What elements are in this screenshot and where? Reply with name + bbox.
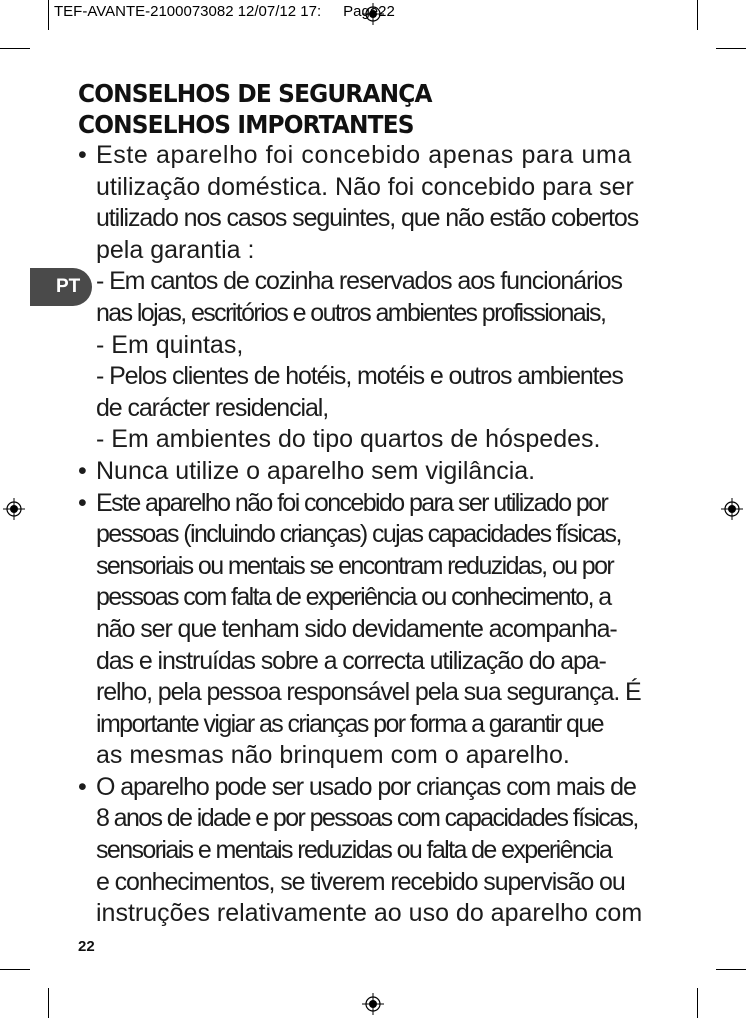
slug-text: TEF-AVANTE-2100073082 12/07/12 17:	[54, 3, 322, 20]
heading-important: CONSELHOS IMPORTANTES	[78, 110, 414, 139]
paragraph-2	[78, 456, 670, 488]
registration-mark-icon	[721, 498, 743, 520]
text-line: O aparelho pode ser usado por crianças com mais de	[96, 772, 636, 801]
bullet-icon: •	[78, 772, 87, 801]
text-line: importante vigiar as crianças por forma a garantir que	[96, 709, 603, 738]
paragraph-3	[78, 488, 670, 772]
slug-page: Page22	[343, 3, 395, 20]
crop-mark	[697, 988, 698, 1018]
bullet-icon: •	[78, 456, 87, 485]
text-line: de carácter residencial,	[96, 393, 329, 422]
heading-safety: CONSELHOS DE SEGURANÇA	[78, 79, 432, 108]
text-line: nas lojas, escritórios e outros ambientes profissionais,	[96, 298, 606, 327]
language-tab: PT	[30, 268, 92, 306]
text-line: pessoas com falta de experiência ou conhecimento, a	[96, 583, 611, 612]
crop-mark	[48, 988, 49, 1018]
text-line: pessoas (incluindo crianças) cujas capacidades físicas,	[96, 520, 621, 549]
bullet-icon: •	[78, 141, 87, 169]
text-line: sensoriais e mentais reduzidas ou falta de experiência	[96, 836, 612, 865]
bullet-icon: •	[78, 488, 87, 517]
crop-mark	[716, 48, 746, 49]
text-line: Este aparelho foi concebido apenas para uma	[96, 141, 632, 169]
crop-mark	[0, 48, 30, 49]
print-slug	[54, 3, 395, 20]
text-line: Nunca utilize o aparelho sem vigilância.	[96, 456, 536, 485]
text-line: instruções relativamente ao uso do aparelho com	[96, 899, 643, 928]
text-line: relho, pela pessoa responsável pela sua segurança. É	[96, 678, 641, 707]
crop-mark	[697, 0, 698, 30]
text-line: das e instruídas sobre a correcta utilização do apa-	[96, 646, 606, 675]
paragraph-4	[78, 772, 670, 930]
crop-mark	[716, 969, 746, 970]
text-line: 8 anos de idade e por pessoas com capacidades físicas,	[96, 804, 638, 833]
text-line: utilizado nos casos seguintes, que não estão cobertos	[96, 204, 639, 233]
page-number: 22	[78, 938, 95, 955]
text-line: - Pelos clientes de hotéis, motéis e outros ambientes	[96, 362, 623, 391]
text-line: Este aparelho não foi concebido para ser utilizado por	[96, 488, 608, 517]
text-line: sensoriais ou mentais se encontram reduzidas, ou por	[96, 551, 614, 580]
paragraph-1	[78, 140, 670, 456]
text-line: pela garantia :	[96, 235, 255, 264]
text-line: - Em ambientes do tipo quartos de hóspedes.	[96, 425, 601, 454]
text-line: não ser que tenham sido devidamente acompanha-	[96, 614, 617, 643]
registration-mark-icon	[3, 498, 25, 520]
document-body	[78, 78, 670, 930]
text-line: e conhecimentos, se tiverem recebido supervisão ou	[96, 867, 625, 896]
text-line: utilização doméstica. Não foi concebido para ser	[96, 172, 634, 201]
text-line: - Em quintas,	[96, 330, 244, 359]
text-line: as mesmas não brinquem com o aparelho.	[96, 741, 570, 770]
crop-mark	[0, 969, 30, 970]
text-line: - Em cantos de cozinha reservados aos funcionários	[96, 267, 622, 296]
registration-mark-icon	[362, 993, 384, 1015]
crop-mark	[48, 0, 49, 30]
